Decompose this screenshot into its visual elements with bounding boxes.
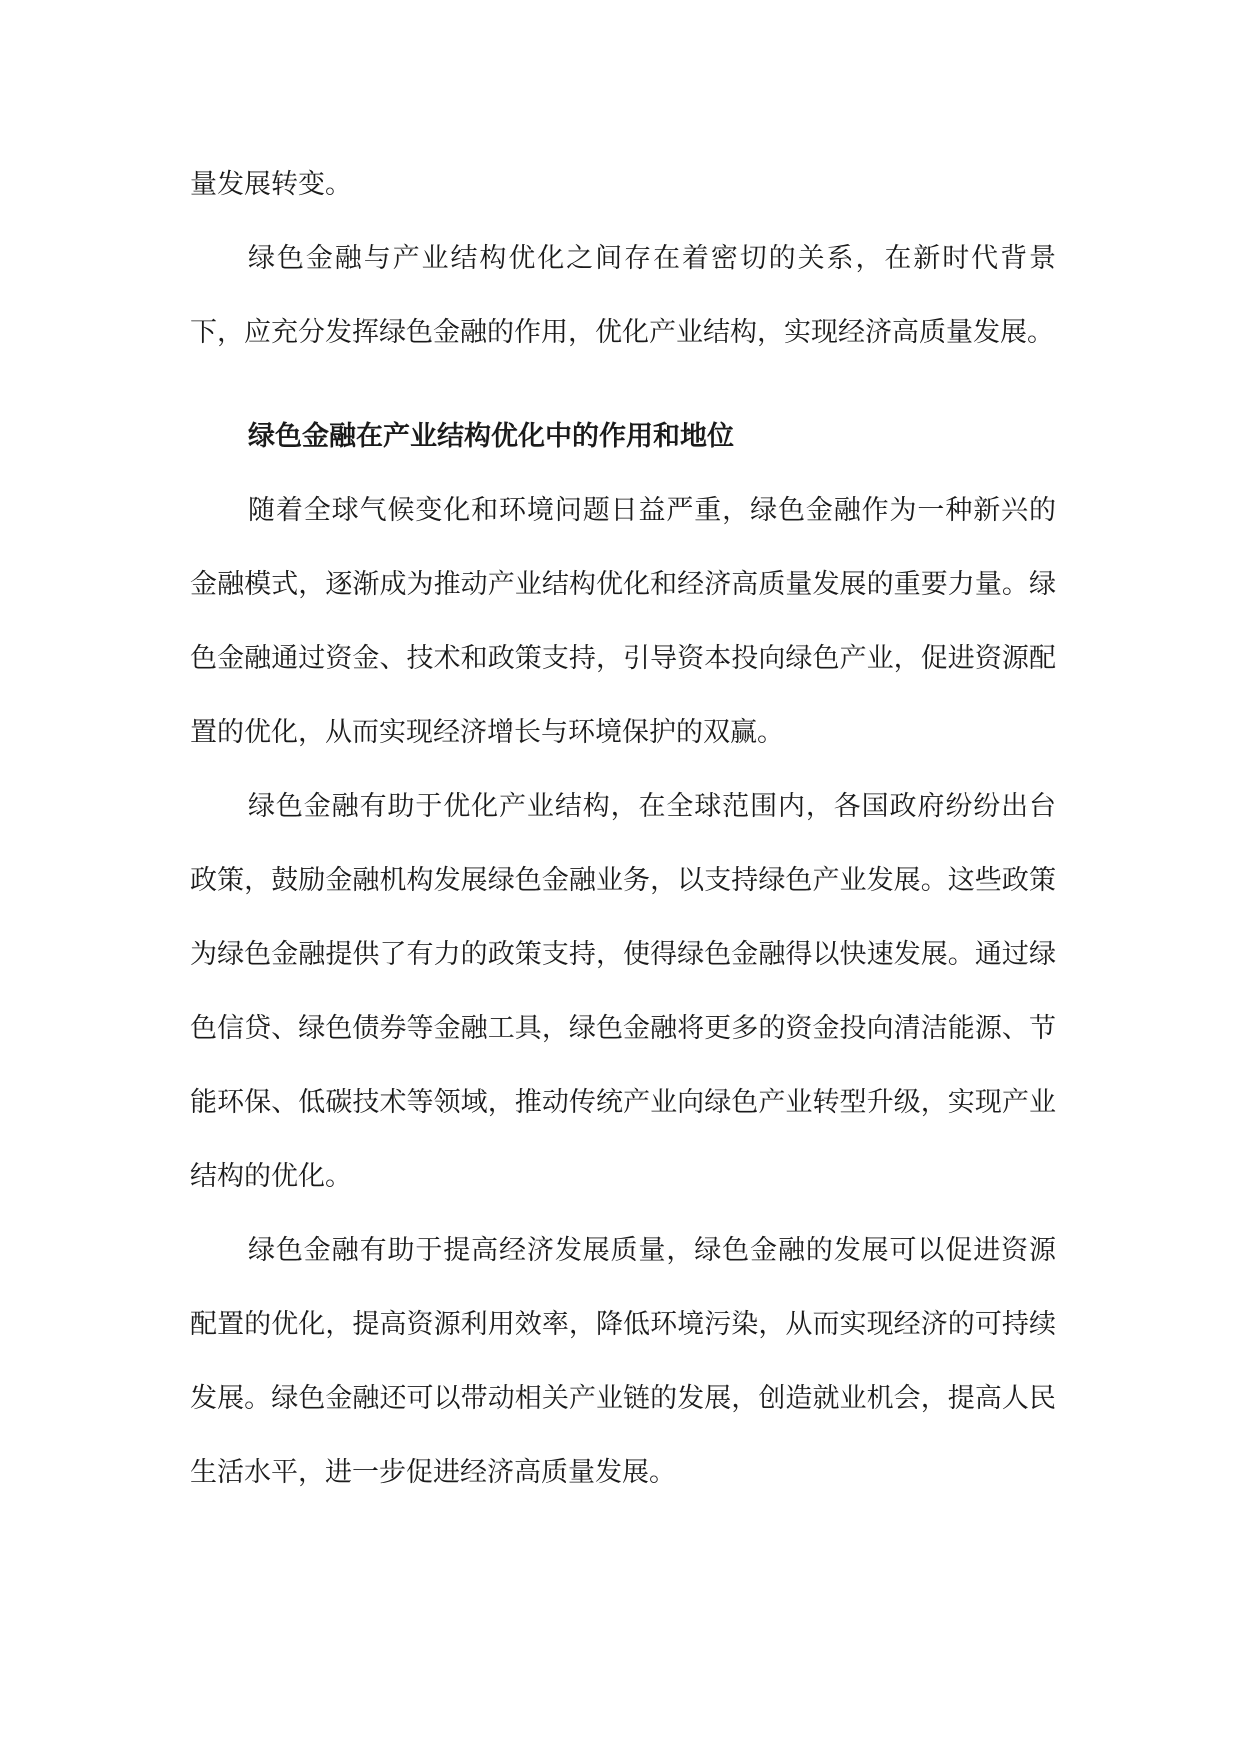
body-paragraph: 绿色金融有助于提高经济发展质量，绿色金融的发展可以促进资源配置的优化，提高资源利用效率，降低环境污染，从而实现经济的可持续发展。绿色金融还可以带动相关产业链的发展，创造就业机会，提高人民生活水平，进一步促进经济高质量发展。 [190,1235,1056,1488]
document-body [190,148,1056,1510]
section-heading: 绿色金融在产业结构优化中的作用和地位 [248,421,734,452]
continuation-paragraph: 量发展转变。 [190,169,352,200]
body-paragraph: 绿色金融与产业结构优化之间存在着密切的关系，在新时代背景下，应充分发挥绿色金融的作用，优化产业结构，实现经济高质量发展。 [190,243,1056,348]
section-spacer [190,370,1056,400]
body-paragraph: 随着全球气候变化和环境问题日益严重，绿色金融作为一种新兴的金融模式，逐渐成为推动产业结构优化和经济高质量发展的重要力量。绿色金融通过资金、技术和政策支持，引导资本投向绿色产业，促进资源配置的优化，从而实现经济增长与环境保护的双赢。 [190,495,1056,748]
body-paragraph: 绿色金融有助于优化产业结构，在全球范围内，各国政府纷纷出台政策，鼓励金融机构发展绿色金融业务，以支持绿色产业发展。这些政策为绿色金融提供了有力的政策支持，使得绿色金融得以快速发展。通过绿色信贷、绿色债券等金融工具，绿色金融将更多的资金投向清洁能源、节能环保、低碳技术等领域，推动传统产业向绿色产业转型升级，实现产业结构的优化。 [190,791,1056,1192]
